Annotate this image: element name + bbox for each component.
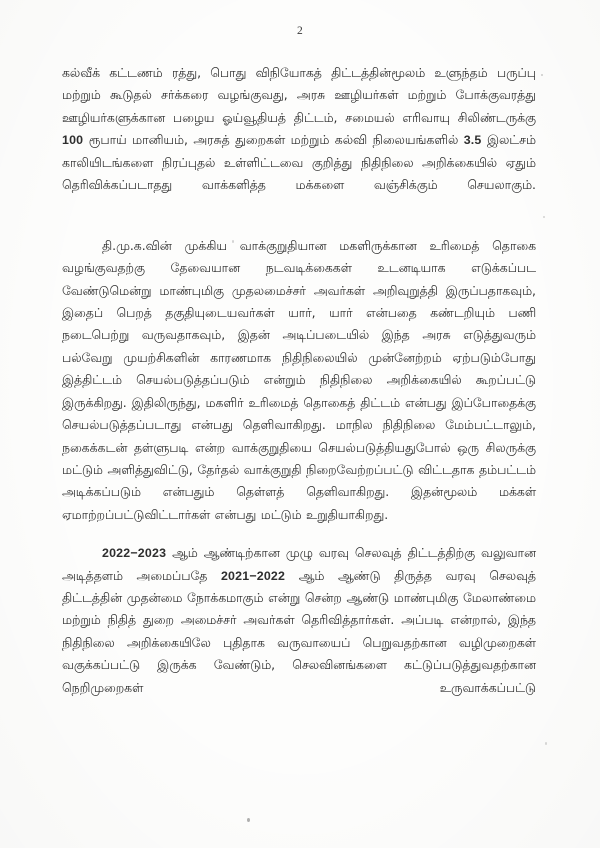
page-number: 2 [297, 25, 303, 37]
text-column [62, 62, 536, 721]
paragraph-3: 2022−2023 ஆம் ஆண்டிற்கான முழு வரவு செலவுத் திட்டத்திற்கு வலுவான அடித்தளம் அமைப்பதே 2021−2022 ஆம் ஆண்டு திருத்த வரவு செலவுத் திட்டத்தின் முதன்மை நோக்கமாகும் என்று சென்ற ஆண்டு மாண்புமிகு மேலாண்மை மற்றும் நிதித் துறை அமைச்சர் அவர்கள் தெரிவித்தார்கள். அப்படி என்றால், இந்த நிதிநிலை அறிக்கையிலே புதிதாக வருவாயைப் பெறுவதற்கான வழிமுறைகள் வகுக்கப்பட்டு இருக்க வேண்டும், செலவினங்களை கட்டுப்படுத்துவதற்கான நெறிமுறைகள் உருவாக்கப்பட்டு [62, 545, 536, 695]
scan-speck-right-top [541, 74, 543, 76]
scan-speck-bottom [247, 818, 250, 822]
paragraph-2: தி.மு.க.வின் முக்கிய வாக்குறுதியான மகளிருக்கான உரிமைத் தொகை வழங்குவதற்கு தேவையான நடவடிக்கைகள் உடனடியாக எடுக்கப்பட வேண்டுமென்று மாண்புமிகு முதலமைச்சர் அவர்கள் அறிவுறுத்தி இருப்பதாகவும், இதைப் பெறத் தகுதியுடையவர்கள் யார், யார் என்பதை கண்டறியும் பணி நடைபெற்று வருவதாகவும், இதன் அடிப்படையில் இந்த அரசு எடுத்துவரும் பல்வேறு முயற்சிகளின் காரணமாக நிதிநிலையில் முன்னேற்றம் ஏற்படும்போது இத்திட்டம் செயல்படுத்தப்படும் என்றும் நிதிநிலை அறிக்கையில் கூறப்பட்டு இருக்கிறது. இதிலிருந்து, மகளிர் உரிமைத் தொகைத் திட்டம் என்பது இப்போதைக்கு செயல்படுத்தப்படாது என்பது தெளிவாகிறது. மாநில நிதிநிலை மேம்பட்டாலும், நகைக்கடன் தள்ளுபடி என்ற வாக்குறுதியை செயல்படுத்தியதுபோல் ஒரு சிலருக்கு மட்டும் அளித்துவிட்டு, தேர்தல் வாக்குறுதி நிறைவேற்றப்பட்டு விட்டதாக தம்பட்டம் அடிக்கப்படும் என்பதும் தெள்ளத் தெளிவாகிறது. இதன்மூலம் மக்கள் ஏமாற்றப்பட்டுவிட்டார்கள் என்பது மட்டும் உறுதியாகிறது. [62, 237, 536, 522]
paragraph-1: கல்வீக் கட்டணம் ரத்து, பொது விநியோகத் திட்டத்தின்மூலம் உளுந்தம் பருப்பு மற்றும் கூடுதல் சர்க்கரை வழங்குவது, அரசு ஊழியர்கள் மற்றும் போக்குவரத்து ஊழியர்களுக்கான பழைய ஓய்வூதியத் திட்டம், சமையல் எரிவாயு சிலிண்டருக்கு 100 ரூபாய் மானியம், அரசுத் துறைகள் மற்றும் கல்வி நிலையங்களில் 3.5 இலட்சம் காலியிடங்களை நிரப்புதல் உள்ளிட்டவை குறித்து நிதிநிலை அறிக்கையில் ஏதும் தெரிவிக்கப்படாதது வாக்களித்த மக்களை வஞ்சிக்கும் செயலாகும். [62, 65, 536, 193]
scan-speck-right-low [545, 742, 547, 745]
scan-speck-right-mid [543, 216, 545, 218]
scan-speck-upper [232, 240, 234, 243]
